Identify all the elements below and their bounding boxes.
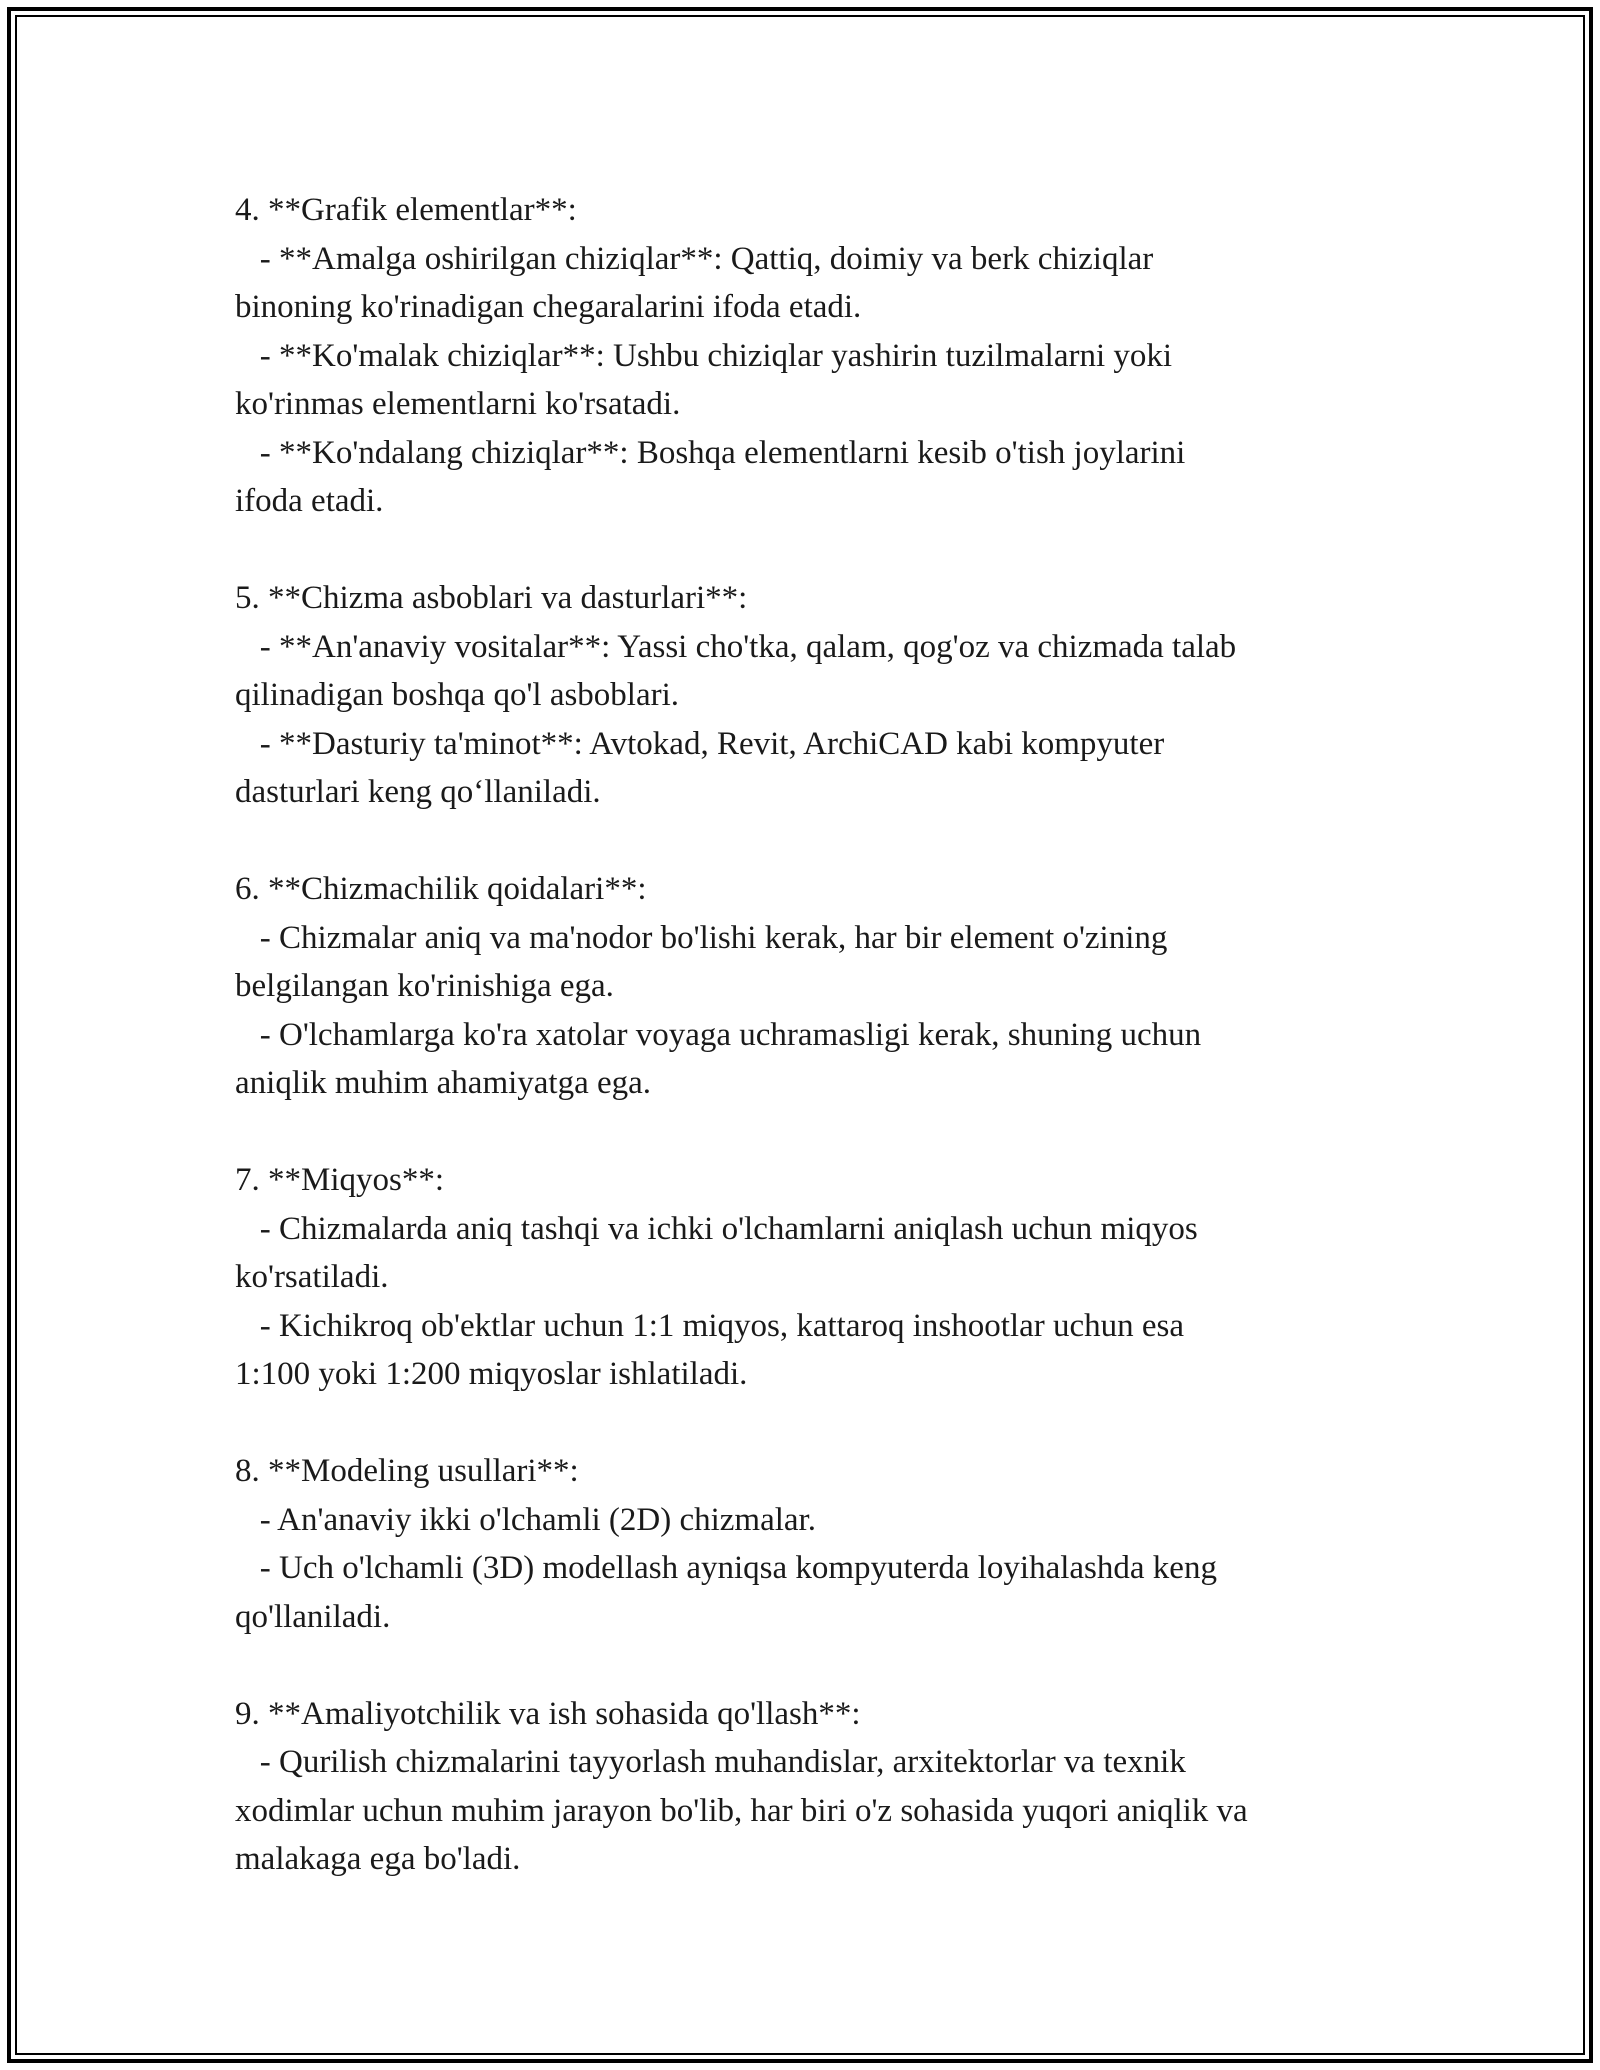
section-grafik-elementlar	[235, 186, 1385, 526]
text-line: binoning ko'rinadigan chegaralarini ifoda etadi.	[235, 289, 862, 325]
text-line: qo'llaniladi.	[235, 1598, 391, 1635]
section-miqyos	[235, 1156, 1385, 1399]
text-line: - Uch o'lchamli (3D) modellash ayniqsa kompyuterda loyihalashda keng	[235, 1550, 1217, 1586]
text-line: - **Amalga oshirilgan chiziqlar**: Qattiq, doimiy va berk chiziqlar	[235, 240, 1154, 277]
text-line: - Chizmalarda aniq tashqi va ichki o'lchamlarni aniqlash uchun miqyos	[235, 1210, 1198, 1247]
paragraph-gap	[235, 526, 1385, 575]
document-body	[235, 186, 1385, 1884]
text-line: - An'anaviy ikki o'lchamli (2D) chizmalar.	[235, 1501, 816, 1538]
section-heading: 4. **Grafik elementlar**:	[235, 192, 577, 228]
text-line: - Chizmalar aniq va ma'nodor bo'lishi kerak, har bir element o'zining	[235, 919, 1168, 956]
text-line: - O'lchamlarga ko'ra xatolar voyaga uchramasligi kerak, shuning uchun	[235, 1016, 1202, 1053]
section-modeling-usullari	[235, 1447, 1385, 1641]
text-line: - **Dasturiy ta'minot**: Avtokad, Revit, ArchiCAD kabi kompyuter	[235, 725, 1165, 762]
text-line: ko'rinmas elementlarni ko'rsatadi.	[235, 386, 681, 422]
section-chizmachilik-qoidalari	[235, 865, 1385, 1108]
section-chizma-asboblari	[235, 574, 1385, 817]
text-line: - Kichikroq ob'ektlar uchun 1:1 miqyos, kattaroq inshootlar uchun esa	[235, 1307, 1184, 1344]
section-heading: 5. **Chizma asboblari va dasturlari**:	[235, 580, 748, 616]
text-line: malakaga ega bo'ladi.	[235, 1841, 521, 1877]
paragraph-gap	[235, 817, 1385, 866]
section-heading: 7. **Miqyos**:	[235, 1162, 445, 1198]
text-line: aniqlik muhim ahamiyatga ega.	[235, 1065, 652, 1101]
section-heading: 9. **Amaliyotchilik va ish sohasida qo'llash**:	[235, 1695, 861, 1732]
text-line: ko'rsatiladi.	[235, 1259, 389, 1295]
section-heading: 8. **Modeling usullari**:	[235, 1453, 579, 1489]
paragraph-gap	[235, 1399, 1385, 1448]
paragraph-gap	[235, 1108, 1385, 1157]
section-amaliyotchilik	[235, 1690, 1385, 1884]
text-line: xodimlar uchun muhim jarayon bo'lib, har biri o'z sohasida yuqori aniqlik va	[235, 1792, 1248, 1829]
paragraph-gap	[235, 1641, 1385, 1690]
text-line: belgilangan ko'rinishiga ega.	[235, 968, 614, 1004]
section-heading: 6. **Chizmachilik qoidalari**:	[235, 871, 647, 907]
text-line: - **Ko'ndalang chiziqlar**: Boshqa elementlarni kesib o'tish joylarini	[235, 434, 1186, 471]
text-line: ifoda etadi.	[235, 483, 384, 519]
text-line: qilinadigan boshqa qo'l asboblari.	[235, 677, 680, 713]
text-line: - **An'anaviy vositalar**: Yassi cho'tka, qalam, qog'oz va chizmada talab	[235, 628, 1237, 665]
text-line: dasturlari keng qo‘llaniladi.	[235, 774, 601, 810]
text-line: - Qurilish chizmalarini tayyorlash muhandislar, arxitektorlar va texnik	[235, 1744, 1186, 1780]
text-line: 1:100 yoki 1:200 miqyoslar ishlatiladi.	[235, 1356, 748, 1392]
text-line: - **Ko'malak chiziqlar**: Ushbu chiziqlar yashirin tuzilmalarni yoki	[235, 337, 1173, 374]
